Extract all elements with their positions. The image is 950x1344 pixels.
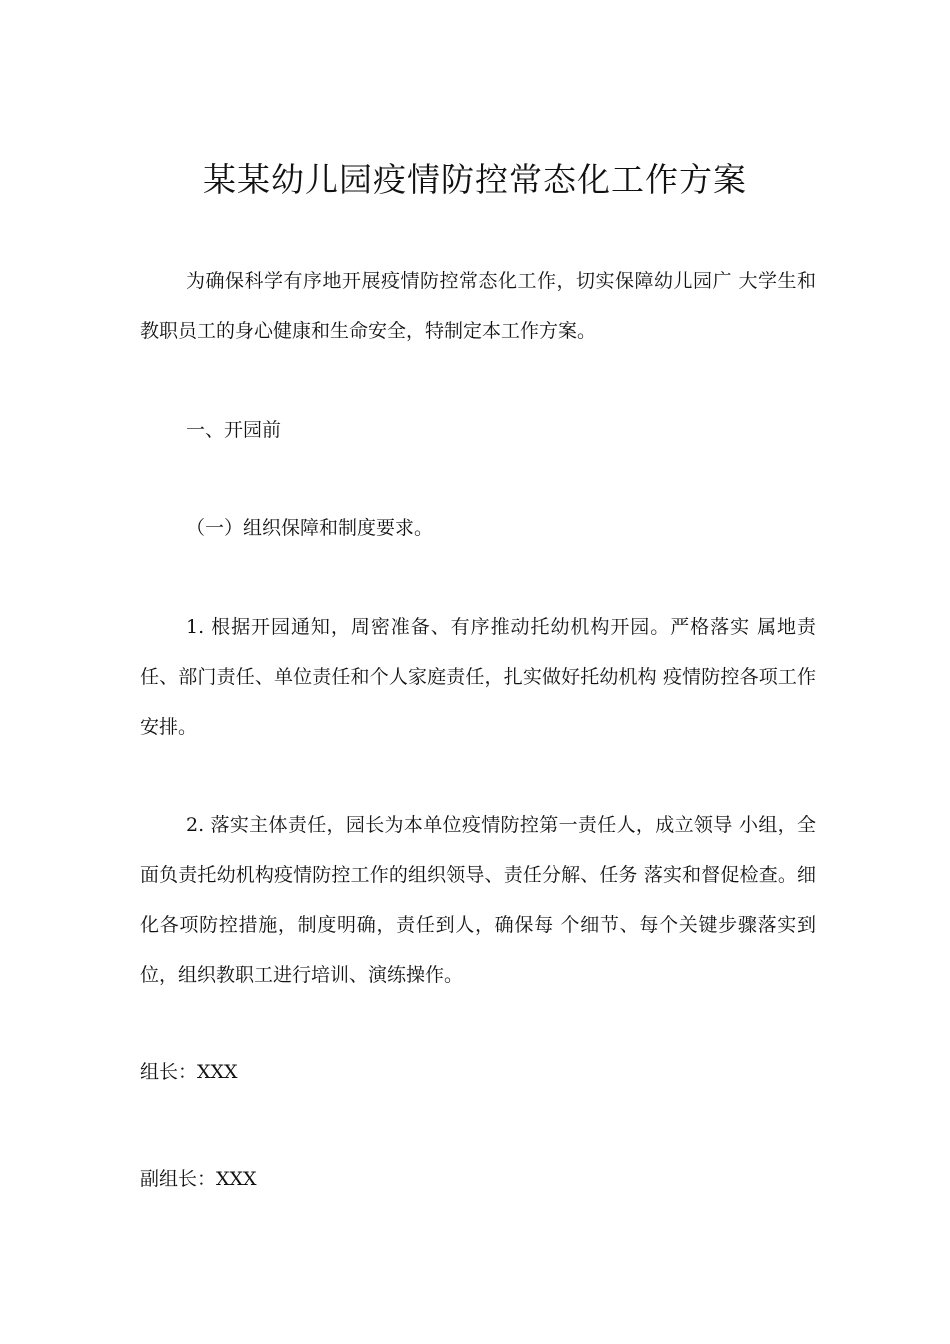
document-title: 某某幼儿园疫情防控常态化工作方案 [203, 160, 747, 199]
section-heading: 一、开园前 [186, 419, 282, 441]
intro-paragraph: 为确保科学有序地开展疫情防控常态化工作，切实保障幼儿园广 大学生和教职员工的身心健康和生命安全，特制定本工作方案。 [140, 270, 816, 342]
item-1-paragraph: 1. 根据开园通知，周密准备、有序推动托幼机构开园。严格落实 属地责任、部门责任、单位责任和个人家庭责任，扎实做好托幼机构 疫情防控各项工作安排。 [140, 616, 816, 738]
leader-line: 组长：XXX [140, 1061, 238, 1083]
item-2-paragraph: 2. 落实主体责任，园长为本单位疫情防控第一责任人，成立领导 小组，全面负责托幼机构疫情防控工作的组织领导、责任分解、任务 落实和督促检查。细化各项防控措施，制度明确，责任到人，确保每 个细节、每个关键步骤落实到位，组织教职工进行培训、演练操作。 [140, 814, 816, 986]
subsection-heading: （一）组织保障和制度要求。 [186, 517, 434, 539]
deputy-leader-line: 副组长：XXX [140, 1168, 257, 1190]
